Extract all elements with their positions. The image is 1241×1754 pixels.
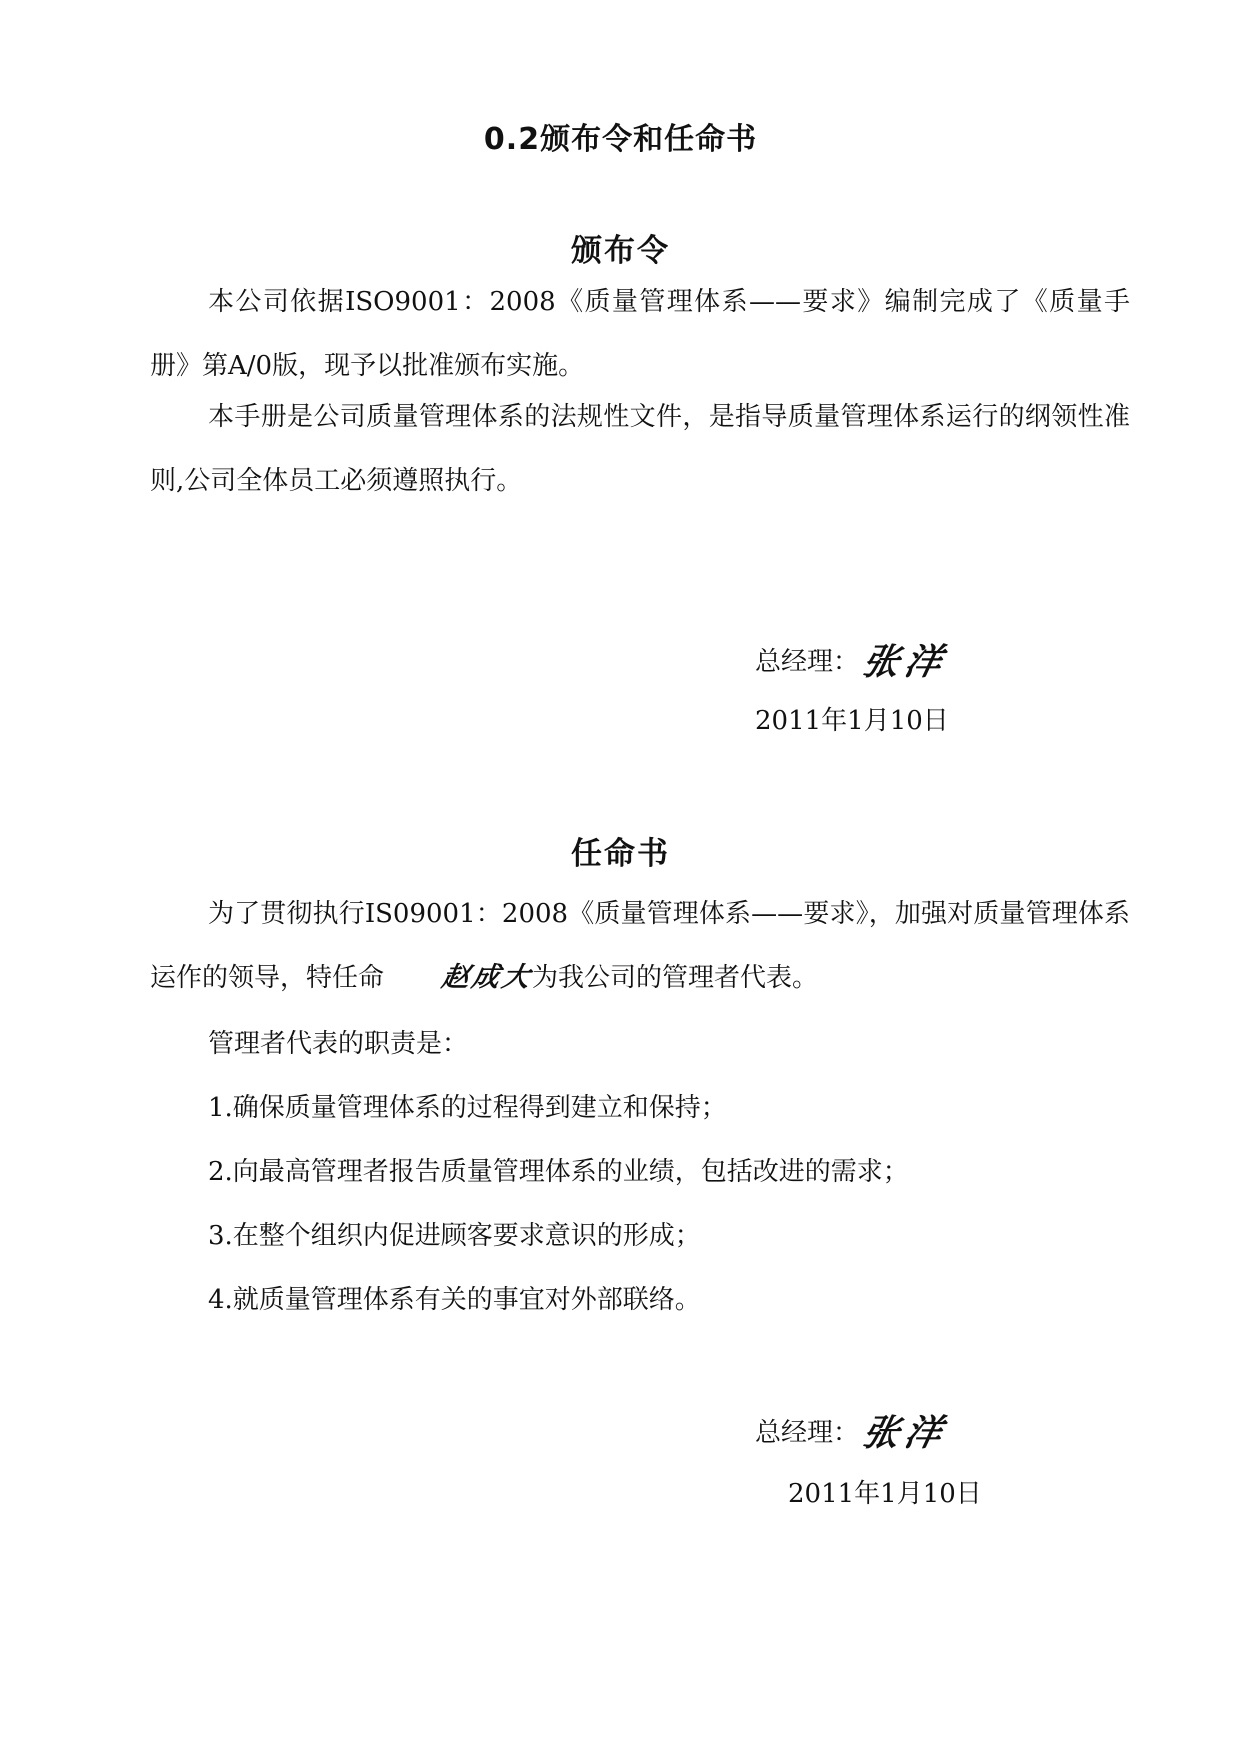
appointment-heading: 任命书 [571, 836, 670, 872]
document-title: 0.2颁布令和任命书 [483, 122, 758, 157]
duty-item: 2.向最高管理者报告质量管理体系的业绩，包括改进的需求； [208, 1157, 909, 1187]
duties-intro: 管理者代表的职责是： [208, 1029, 469, 1059]
promulgation-date: 2011年1月10日 [755, 706, 949, 736]
appointment-paragraph [150, 882, 1130, 1010]
promulgation-heading: 颁布令 [571, 233, 670, 269]
duty-item: 4.就质量管理体系有关的事宜对外部联络。 [208, 1285, 701, 1315]
appointment-text-before-name: 为了贯彻执行IS09001：2008《质量管理体系——要求》，加强对质量管理体系运作的领导，特任命 [150, 899, 1130, 993]
appointment-signature-block [755, 1408, 952, 1458]
appointee-signature: 赵成大 [439, 962, 535, 993]
promulgation-paragraph-2: 本手册是公司质量管理体系的法规性文件，是指导质量管理体系运行的纲领性准则,公司全体员工必须遵照执行。 [150, 402, 1130, 496]
duty-item: 1.确保质量管理体系的过程得到建立和保持； [208, 1093, 727, 1123]
signer-label: 总经理： [755, 1418, 860, 1448]
promulgation-signature-block [755, 637, 952, 687]
promulgation-paragraph-1: 本公司依据ISO9001：2008《质量管理体系——要求》编制完成了《质量手册》第A/0版，现予以批准颁布实施。 [150, 287, 1130, 381]
appointment-date: 2011年1月10日 [788, 1479, 982, 1509]
handwritten-signature: 张洋 [858, 641, 952, 683]
appointment-text-after-name: 为我公司的管理者代表。 [532, 963, 819, 993]
duty-item: 3.在整个组织内促进顾客要求意识的形成； [208, 1221, 701, 1251]
signer-label: 总经理： [755, 647, 860, 677]
handwritten-signature: 张洋 [858, 1412, 952, 1454]
